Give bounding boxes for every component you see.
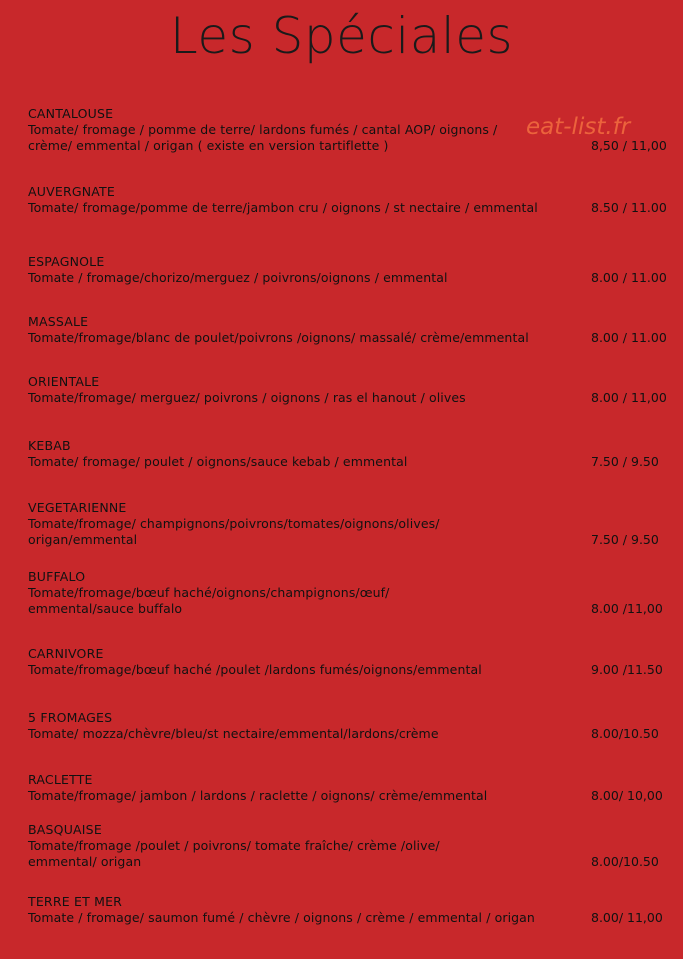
item-description: Tomate/ mozza/chèvre/bleu/st nectaire/emmental/lardons/crème — [28, 726, 439, 741]
item-name: MASSALE — [28, 314, 89, 329]
item-name: BASQUAISE — [28, 822, 102, 837]
item-description: Tomate/fromage/bœuf haché/oignons/champignons/œuf/ emmental/sauce buffalo — [28, 585, 390, 616]
menu-item-buffalo — [28, 569, 673, 617]
menu-item-raclette — [28, 772, 673, 804]
item-price: 8.00 /11,00 — [591, 601, 663, 616]
item-price: 7.50 / 9.50 — [591, 532, 659, 547]
item-description: Tomate/fromage /poulet / poivrons/ tomate fraîche/ crème /olive/ emmental/ origan — [28, 838, 440, 869]
menu-item-espagnole — [28, 254, 673, 286]
item-price: 8.00 / 11.00 — [591, 330, 667, 345]
menu-item-basquaise — [28, 822, 673, 870]
item-price: 8.00 / 11.00 — [591, 270, 667, 285]
menu-item-5-fromages — [28, 710, 673, 742]
item-price: 8.00/ 11,00 — [591, 910, 663, 925]
item-name: RACLETTE — [28, 772, 93, 787]
item-description: Tomate/fromage/ champignons/poivrons/tomates/oignons/olives/ origan/emmental — [28, 516, 440, 547]
item-description: Tomate/fromage/ jambon / lardons / raclette / oignons/ crème/emmental — [28, 788, 488, 803]
item-description: Tomate/ fromage/ poulet / oignons/sauce kebab / emmental — [28, 454, 408, 469]
menu-item-terre-et-mer — [28, 894, 673, 926]
item-price: 8,50 / 11,00 — [591, 138, 667, 153]
menu-item-vegetarienne — [28, 500, 673, 548]
item-description: Tomate/fromage/ merguez/ poivrons / oignons / ras el hanout / olives — [28, 390, 466, 405]
menu-item-carnivore — [28, 646, 673, 678]
menu-item-cantalouse — [28, 106, 673, 154]
item-name: BUFFALO — [28, 569, 86, 584]
item-description: Tomate / fromage/chorizo/merguez / poivrons/oignons / emmental — [28, 270, 448, 285]
item-price: 8.00/10.50 — [591, 854, 659, 869]
item-price: 8.00/ 10,00 — [591, 788, 663, 803]
menu-item-orientale — [28, 374, 673, 406]
item-name: 5 FROMAGES — [28, 710, 113, 725]
menu-item-massale — [28, 314, 673, 346]
item-price: 9.00 /11.50 — [591, 662, 663, 677]
item-name: AUVERGNATE — [28, 184, 115, 199]
item-description: Tomate/fromage/bœuf haché /poulet /lardons fumés/oignons/emmental — [28, 662, 482, 677]
item-price: 7.50 / 9.50 — [591, 454, 659, 469]
page-title: Les Spéciales — [169, 7, 514, 65]
menu-item-auvergnate — [28, 184, 673, 216]
item-name: VEGETARIENNE — [28, 500, 127, 515]
item-description: Tomate/fromage/blanc de poulet/poivrons /oignons/ massalé/ crème/emmental — [28, 330, 529, 345]
item-name: TERRE ET MER — [28, 894, 123, 909]
item-name: ESPAGNOLE — [28, 254, 105, 269]
item-price: 8.50 / 11.00 — [591, 200, 667, 215]
item-name: KEBAB — [28, 438, 71, 453]
item-name: ORIENTALE — [28, 374, 100, 389]
item-description: Tomate/ fromage/pomme de terre/jambon cru / oignons / st nectaire / emmental — [28, 200, 538, 215]
menu-item-kebab — [28, 438, 673, 470]
item-description: Tomate/ fromage / pomme de terre/ lardons fumés / cantal AOP/ oignons / crème/ emmental / origan ( existe en version tartiflette ) — [28, 122, 498, 153]
item-description: Tomate / fromage/ saumon fumé / chèvre / oignons / crème / emmental / origan — [28, 910, 535, 925]
item-price: 8.00 / 11,00 — [591, 390, 667, 405]
watermark: eat-list.fr — [526, 114, 631, 140]
item-price: 8.00/10.50 — [591, 726, 659, 741]
item-name: CANTALOUSE — [28, 106, 114, 121]
item-name: CARNIVORE — [28, 646, 104, 661]
